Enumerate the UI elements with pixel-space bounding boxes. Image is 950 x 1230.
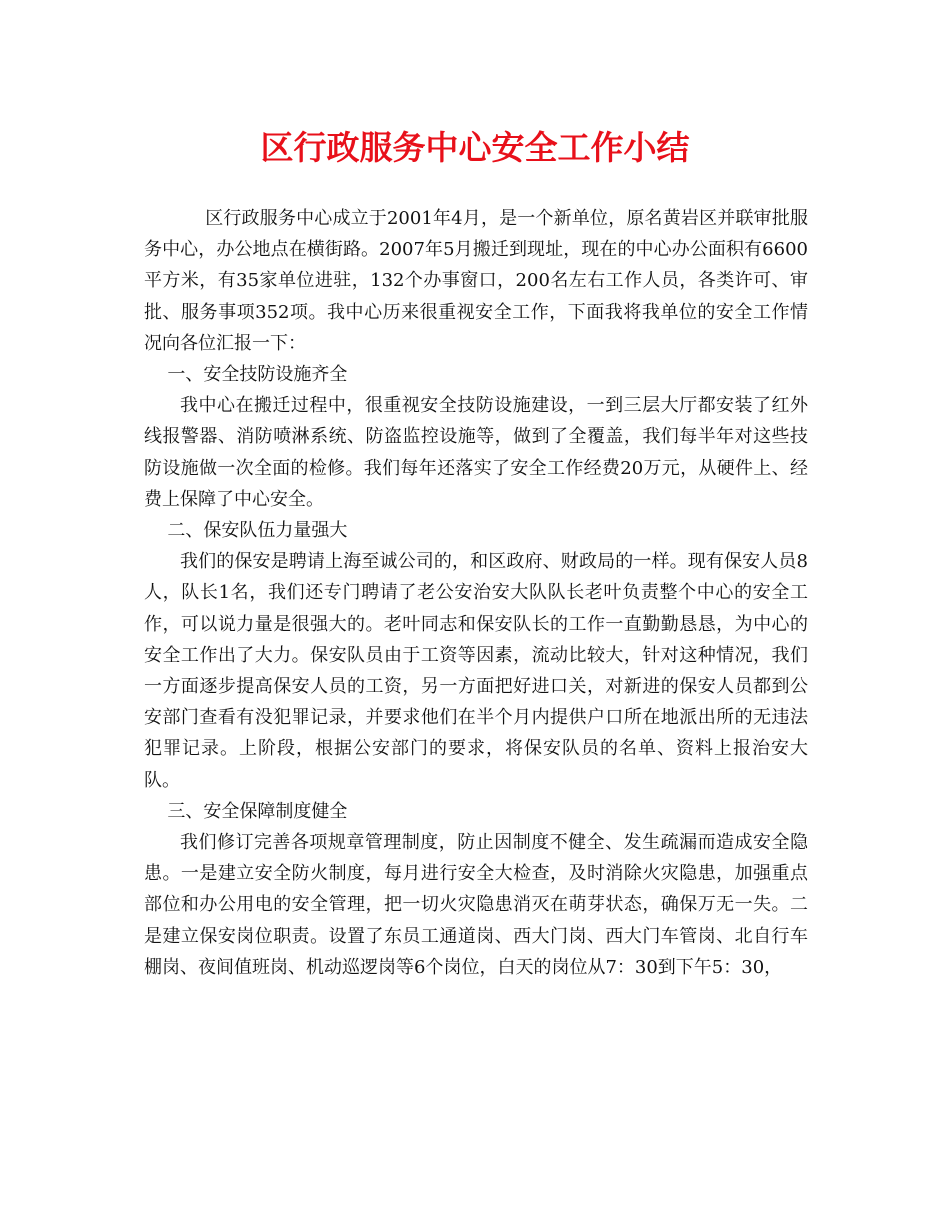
section-2-paragraph: 我们的保安是聘请上海至诚公司的，和区政府、财政局的一样。现有保安人员8人，队长1名，我们还专门聘请了老公安治安大队队长老叶负责整个中心的安全工作，可以说力量是很强大的。老叶同志和保安队长的工作一直勤勤恳恳，为中心的安全工作出了大力。保安队员由于工资等因素，流动比较大，针对这种情况，我们一方面逐步提高保安人员的工资，另一方面把好进口关，对新进的保安人员都到公安部门查看有没犯罪记录，并要求他们在半个月内提供户口所在地派出所的无违法犯罪记录。上阶段，根据公安部门的要求，将保安队员的名单、资料上报治安大队。 bbox=[144, 551, 808, 791]
section-heading-3: 三、安全保障制度健全 bbox=[167, 800, 348, 822]
section-3-paragraph: 我们修订完善各项规章管理制度，防止因制度不健全、发生疏漏而造成安全隐患。一是建立安全防火制度，每月进行安全大检查，及时消除火灾隐患，加强重点部位和办公用电的安全管理，把一切火灾隐患消灭在萌芽状态，确保万无一失。二是建立保安岗位职责。设置了东员工通道岗、西大门岗、西大门车管岗、北自行车棚岗、夜间值班岗、机动巡逻岗等6个岗位，白天的岗位从7：30到下午5：30， bbox=[144, 832, 808, 978]
document-title: 区行政服务中心安全工作小结 bbox=[260, 128, 690, 167]
section-1-paragraph: 我中心在搬迁过程中，很重视安全技防设施建设，一到三层大厅都安装了红外线报警器、消防喷淋系统、防盗监控设施等，做到了全覆盖，我们每半年对这些技防设施做一次全面的检修。我们每年还落实了安全工作经费20万元，从硬件上、经费上保障了中心安全。 bbox=[144, 395, 808, 510]
intro-paragraph: 区行政服务中心成立于2001年4月，是一个新单位，原名黄岩区并联审批服务中心，办公地点在横街路。2007年5月搬迁到现址，现在的中心办公面积有6600平方米，有35家单位进驻，132个办事窗口，200名左右工作人员，各类许可、审批、服务事项352项。我中心历来很重视安全工作，下面我将我单位的安全工作情况向各位汇报一下： bbox=[144, 208, 808, 354]
section-heading-2: 二、保安队伍力量强大 bbox=[167, 520, 348, 542]
document-body bbox=[144, 203, 808, 983]
section-heading-1: 一、安全技防设施齐全 bbox=[167, 364, 348, 386]
